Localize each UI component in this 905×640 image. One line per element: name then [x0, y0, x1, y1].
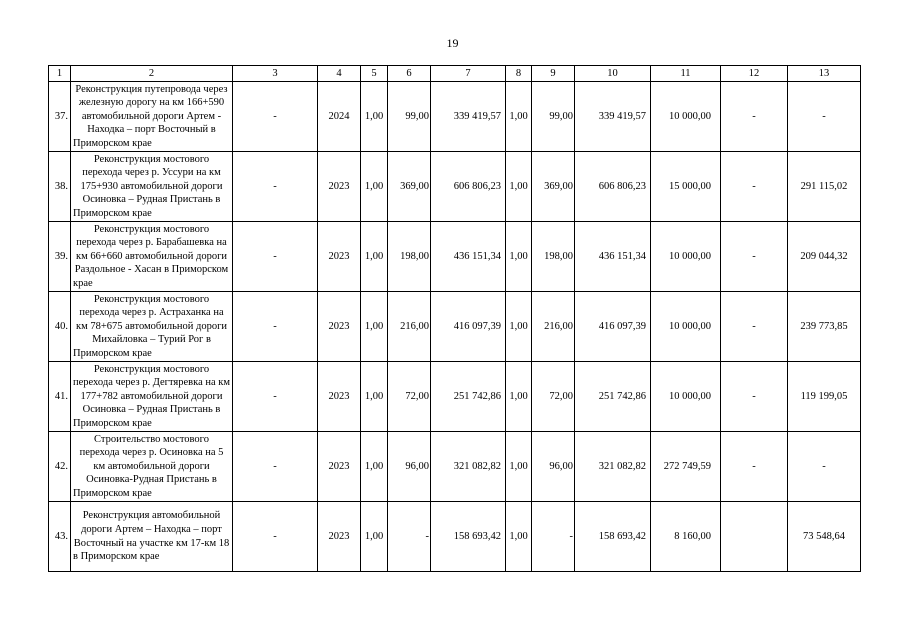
cell-c10: 321 082,82	[575, 432, 651, 502]
cell-c7: 158 693,42	[431, 502, 506, 572]
table-row	[49, 292, 861, 362]
cell-c1: 42.	[49, 432, 71, 502]
cell-c5: 1,00	[361, 292, 388, 362]
cell-c9: 369,00	[532, 152, 575, 222]
cell-c9: -	[532, 502, 575, 572]
cell-c8: 1,00	[506, 502, 532, 572]
cell-c7: 251 742,86	[431, 362, 506, 432]
cell-c9: 99,00	[532, 82, 575, 152]
cell-c8: 1,00	[506, 362, 532, 432]
cell-c12: -	[721, 292, 788, 362]
column-header-12: 12	[721, 66, 788, 82]
cell-c2: Реконструкция мостового перехода через р. Барабашевка на км 66+660 автомобильной дороги Раздольное - Хасан в Приморском крае	[71, 222, 233, 292]
cell-c7: 416 097,39	[431, 292, 506, 362]
cell-c13: 119 199,05	[788, 362, 861, 432]
cell-c11: 8 160,00	[651, 502, 721, 572]
cell-c3: -	[233, 82, 318, 152]
cell-c10: 416 097,39	[575, 292, 651, 362]
cell-c1: 38.	[49, 152, 71, 222]
cell-c3: -	[233, 292, 318, 362]
cell-c12	[721, 502, 788, 572]
cell-c5: 1,00	[361, 432, 388, 502]
cell-c13: -	[788, 82, 861, 152]
cell-c6: 99,00	[388, 82, 431, 152]
table-row	[49, 432, 861, 502]
cell-c4: 2023	[318, 432, 361, 502]
cell-c9: 96,00	[532, 432, 575, 502]
cell-c10: 606 806,23	[575, 152, 651, 222]
cell-c1: 41.	[49, 362, 71, 432]
cell-c4: 2024	[318, 82, 361, 152]
column-header-6: 6	[388, 66, 431, 82]
cell-c13: 291 115,02	[788, 152, 861, 222]
cell-c12: -	[721, 222, 788, 292]
cell-c6: -	[388, 502, 431, 572]
column-header-13: 13	[788, 66, 861, 82]
column-header-8: 8	[506, 66, 532, 82]
table-row	[49, 152, 861, 222]
cell-c2: Реконструкция мостового перехода через р. Астраханка на км 78+675 автомобильной дороги Михайловка – Турий Рог в Приморском крае	[71, 292, 233, 362]
column-header-5: 5	[361, 66, 388, 82]
cell-c2: Реконструкция путепровода через железную дорогу на км 166+590 автомобильной дороги Артем - Находка – порт Восточный в Приморском крае	[71, 82, 233, 152]
column-header-11: 11	[651, 66, 721, 82]
cell-c11: 10 000,00	[651, 222, 721, 292]
cell-c13: 239 773,85	[788, 292, 861, 362]
cell-c8: 1,00	[506, 222, 532, 292]
cell-c4: 2023	[318, 292, 361, 362]
cell-c1: 40.	[49, 292, 71, 362]
column-header-10: 10	[575, 66, 651, 82]
cell-c1: 37.	[49, 82, 71, 152]
cell-c6: 72,00	[388, 362, 431, 432]
cell-c4: 2023	[318, 362, 361, 432]
cell-c11: 10 000,00	[651, 362, 721, 432]
table-row	[49, 362, 861, 432]
cell-c11: 15 000,00	[651, 152, 721, 222]
cell-c3: -	[233, 152, 318, 222]
table-row	[49, 502, 861, 572]
projects-table	[48, 65, 861, 572]
cell-c1: 43.	[49, 502, 71, 572]
cell-c6: 198,00	[388, 222, 431, 292]
cell-c4: 2023	[318, 152, 361, 222]
cell-c7: 606 806,23	[431, 152, 506, 222]
cell-c7: 339 419,57	[431, 82, 506, 152]
cell-c12: -	[721, 82, 788, 152]
column-header-4: 4	[318, 66, 361, 82]
cell-c6: 369,00	[388, 152, 431, 222]
cell-c1: 39.	[49, 222, 71, 292]
cell-c3: -	[233, 362, 318, 432]
cell-c13: -	[788, 432, 861, 502]
cell-c12: -	[721, 432, 788, 502]
cell-c11: 272 749,59	[651, 432, 721, 502]
cell-c12: -	[721, 152, 788, 222]
cell-c9: 216,00	[532, 292, 575, 362]
cell-c2: Строительство мостового перехода через р. Осиновка на 5 км автомобильной дороги Осиновка-Рудная Пристань в Приморском крае	[71, 432, 233, 502]
cell-c13: 73 548,64	[788, 502, 861, 572]
cell-c2: Реконструкция автомобильной дороги Артем – Находка – порт Восточный на участке км 17-км 18 в Приморском крае	[71, 502, 233, 572]
cell-c5: 1,00	[361, 502, 388, 572]
cell-c13: 209 044,32	[788, 222, 861, 292]
cell-c3: -	[233, 502, 318, 572]
table-row	[49, 82, 861, 152]
cell-c8: 1,00	[506, 432, 532, 502]
cell-c5: 1,00	[361, 362, 388, 432]
cell-c10: 251 742,86	[575, 362, 651, 432]
page-number: 19	[446, 36, 459, 50]
header-row	[49, 66, 861, 82]
cell-c11: 10 000,00	[651, 82, 721, 152]
cell-c10: 158 693,42	[575, 502, 651, 572]
cell-c2: Реконструкция мостового перехода через р. Дегтяревка на км 177+782 автомобильной дороги Осиновка – Рудная Пристань в Приморском крае	[71, 362, 233, 432]
cell-c9: 72,00	[532, 362, 575, 432]
column-header-2: 2	[71, 66, 233, 82]
cell-c11: 10 000,00	[651, 292, 721, 362]
cell-c4: 2023	[318, 222, 361, 292]
cell-c8: 1,00	[506, 152, 532, 222]
column-header-1: 1	[49, 66, 71, 82]
table-body	[49, 82, 861, 572]
cell-c10: 436 151,34	[575, 222, 651, 292]
cell-c4: 2023	[318, 502, 361, 572]
cell-c12: -	[721, 362, 788, 432]
cell-c7: 321 082,82	[431, 432, 506, 502]
cell-c8: 1,00	[506, 82, 532, 152]
column-header-3: 3	[233, 66, 318, 82]
cell-c3: -	[233, 222, 318, 292]
cell-c5: 1,00	[361, 222, 388, 292]
column-header-9: 9	[532, 66, 575, 82]
cell-c6: 96,00	[388, 432, 431, 502]
cell-c3: -	[233, 432, 318, 502]
cell-c5: 1,00	[361, 82, 388, 152]
cell-c5: 1,00	[361, 152, 388, 222]
cell-c7: 436 151,34	[431, 222, 506, 292]
cell-c2: Реконструкция мостового перехода через р. Уссури на км 175+930 автомобильной дороги Осиновка – Рудная Пристань в Приморском крае	[71, 152, 233, 222]
cell-c10: 339 419,57	[575, 82, 651, 152]
cell-c9: 198,00	[532, 222, 575, 292]
column-header-7: 7	[431, 66, 506, 82]
table-row	[49, 222, 861, 292]
cell-c6: 216,00	[388, 292, 431, 362]
cell-c8: 1,00	[506, 292, 532, 362]
